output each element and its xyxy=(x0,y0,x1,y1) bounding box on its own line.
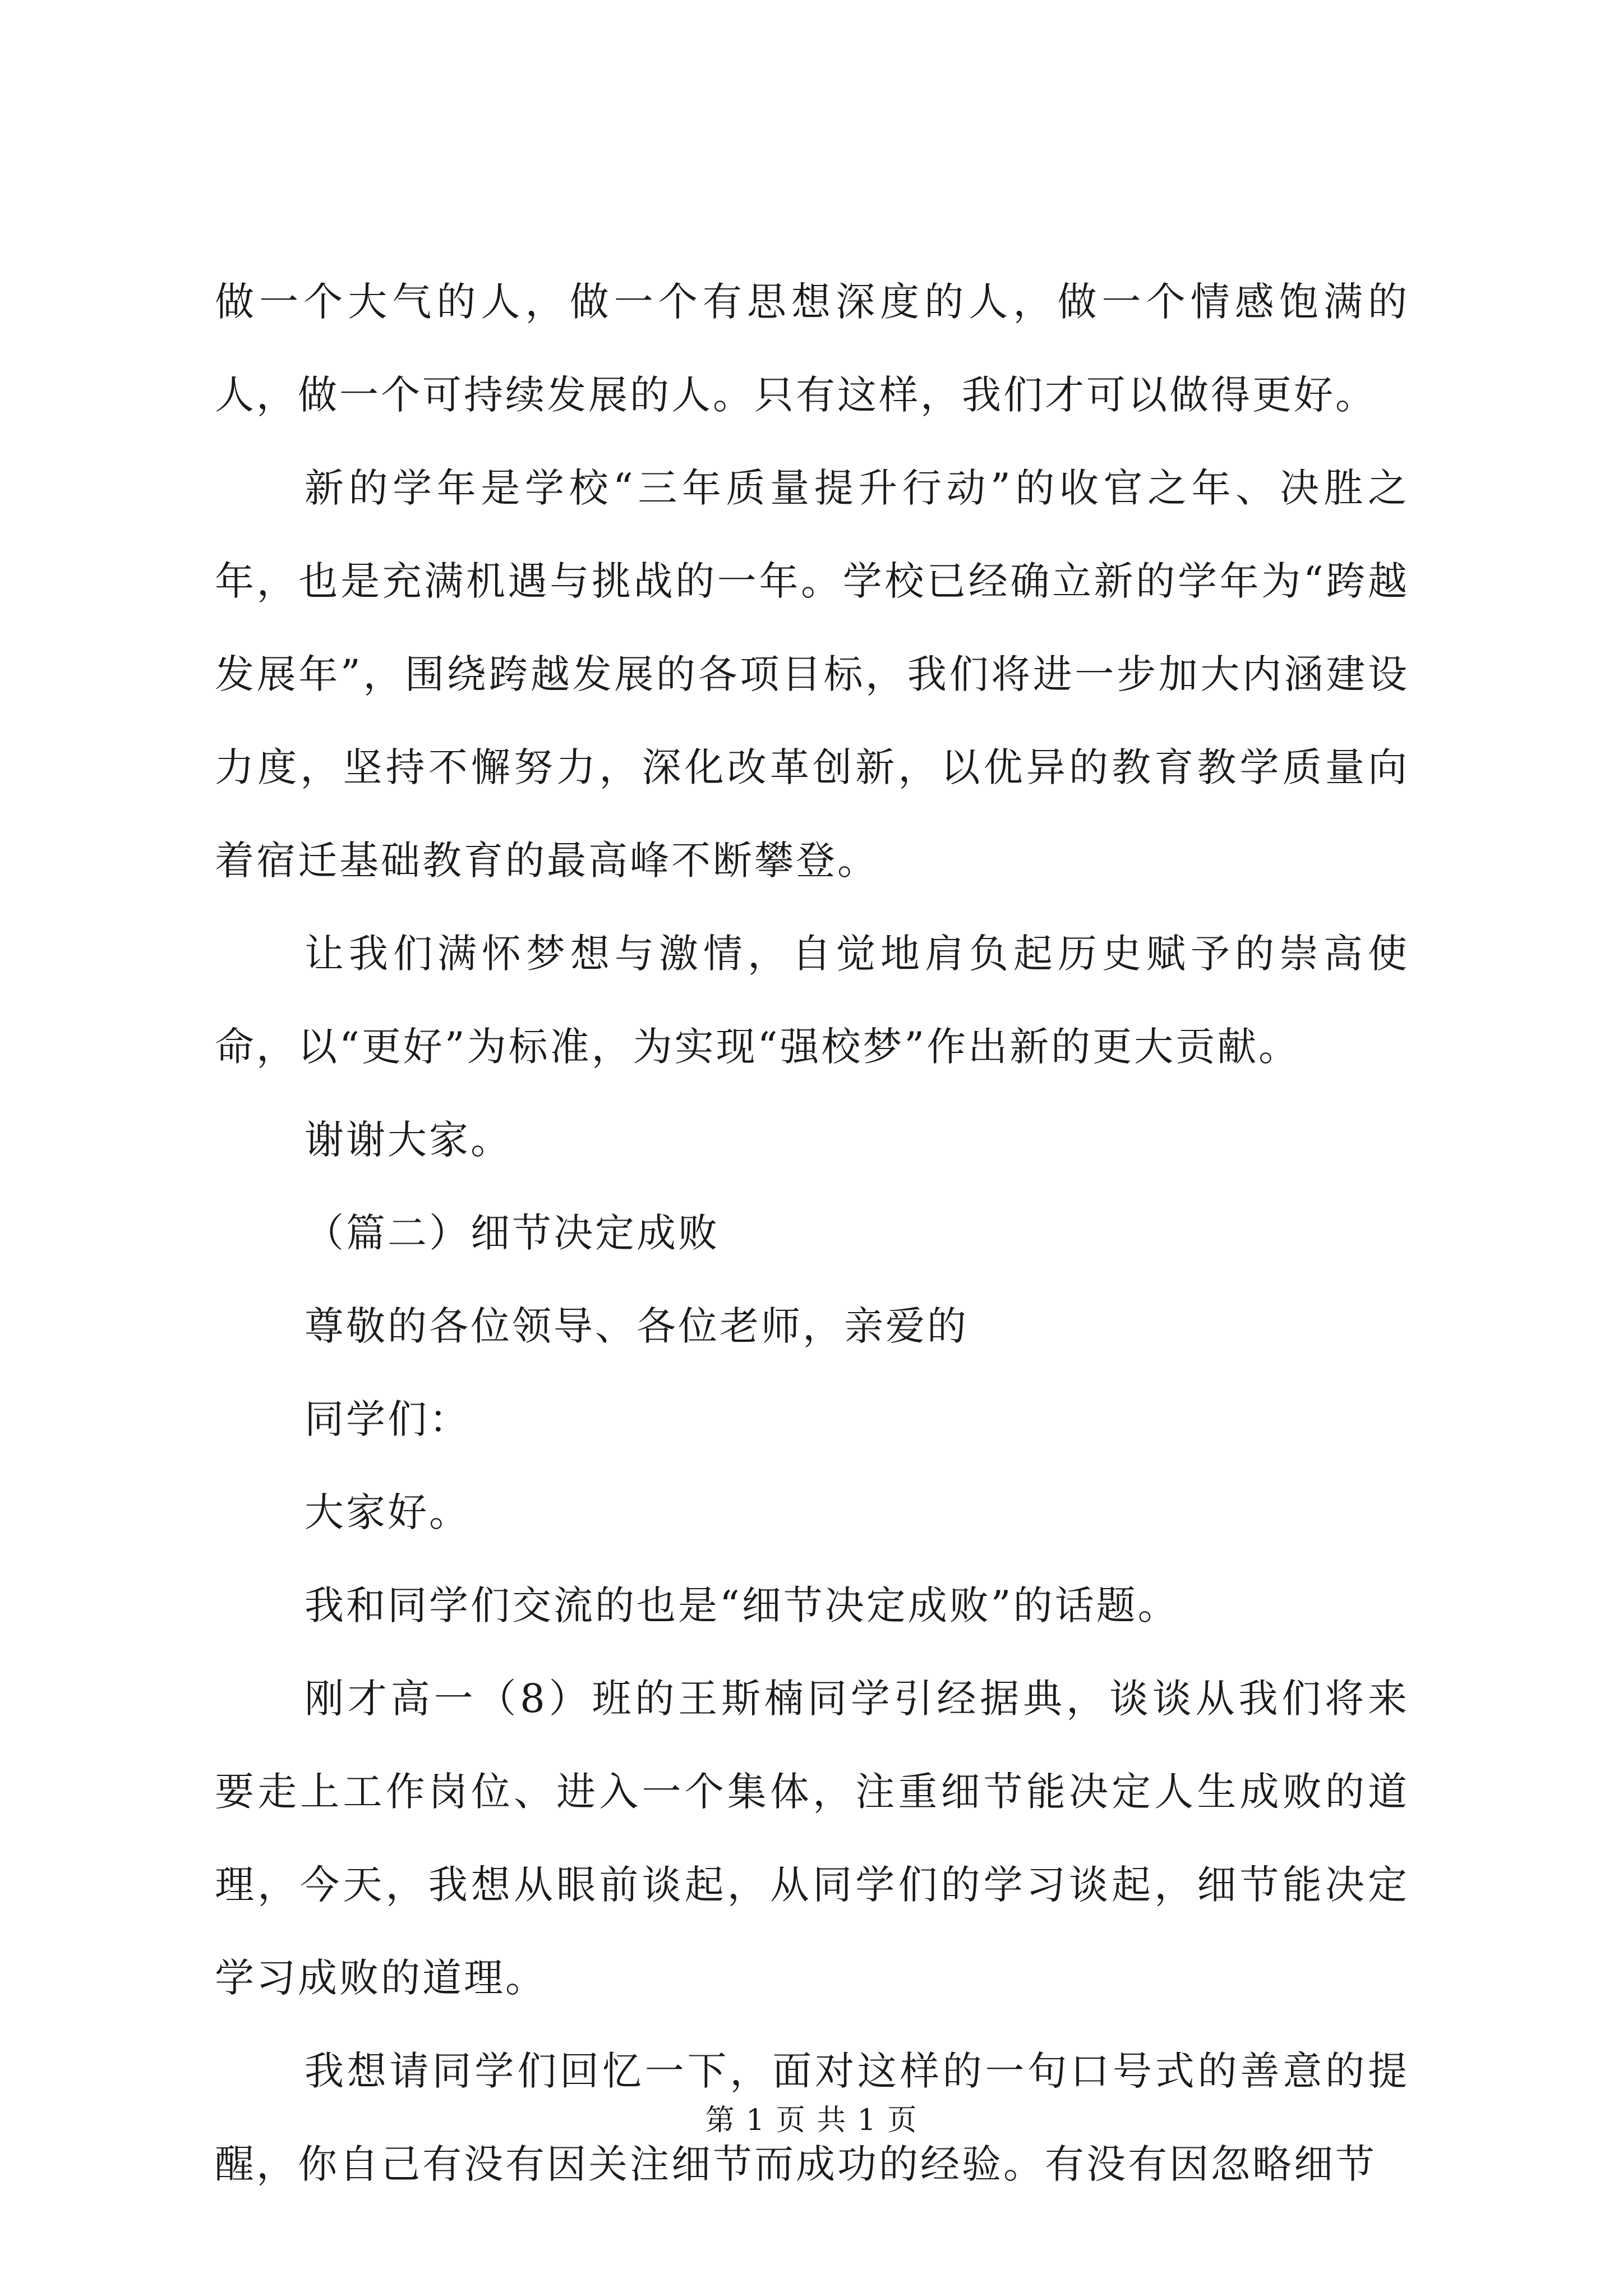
paragraph-6: 刚才高一（8）班的王斯楠同学引经据典，谈谈从我们将来要走上工作岗位、进入一个集体，注重细节能决定人生成败的道理，今天，我想从眼前谈起，从同学们的学习谈起，细节能决定学习成败的道理。 xyxy=(215,1676,1409,2001)
paragraph-1: 做一个大气的人，做一个有思想深度的人，做一个情感饱满的人，做一个可持续发展的人。只有这样，我们才可以做得更好。 xyxy=(215,279,1409,418)
page-number-footer: 第 1 页 共 1 页 xyxy=(705,2104,918,2137)
salutation-line-2: 同学们： xyxy=(305,1396,471,1442)
paragraph-4: 谢谢大家。 xyxy=(305,1117,512,1163)
salutation-line-1: 尊敬的各位领导、各位老师，亲爱的 xyxy=(305,1303,969,1349)
document-body xyxy=(215,255,1409,2211)
greeting: 大家好。 xyxy=(305,1489,471,1535)
paragraph-7: 我想请同学们回忆一下，面对这样的一句口号式的善意的提醒，你自己有没有因关注细节而成功的经验。有没有因忽略细节 xyxy=(215,2048,1409,2187)
paragraph-3: 让我们满怀梦想与激情，自觉地肩负起历史赋予的崇高使命，以“更好”为标准，为实现“强校梦”作出新的更大贡献。 xyxy=(215,931,1409,1070)
section-heading: （篇二）细节决定成败 xyxy=(305,1210,720,1256)
paragraph-2: 新的学年是学校“三年质量提升行动”的收官之年、决胜之年，也是充满机遇与挑战的一年。学校已经确立新的学年为“跨越发展年”，围绕跨越发展的各项目标，我们将进一步加大内涵建设力度，坚持不懈努力，深化改革创新，以优异的教育教学质量向着宿迁基础教育的最高峰不断攀登。 xyxy=(215,465,1409,884)
paragraph-5: 我和同学们交流的也是“细节决定成败”的话题。 xyxy=(305,1582,1179,1628)
